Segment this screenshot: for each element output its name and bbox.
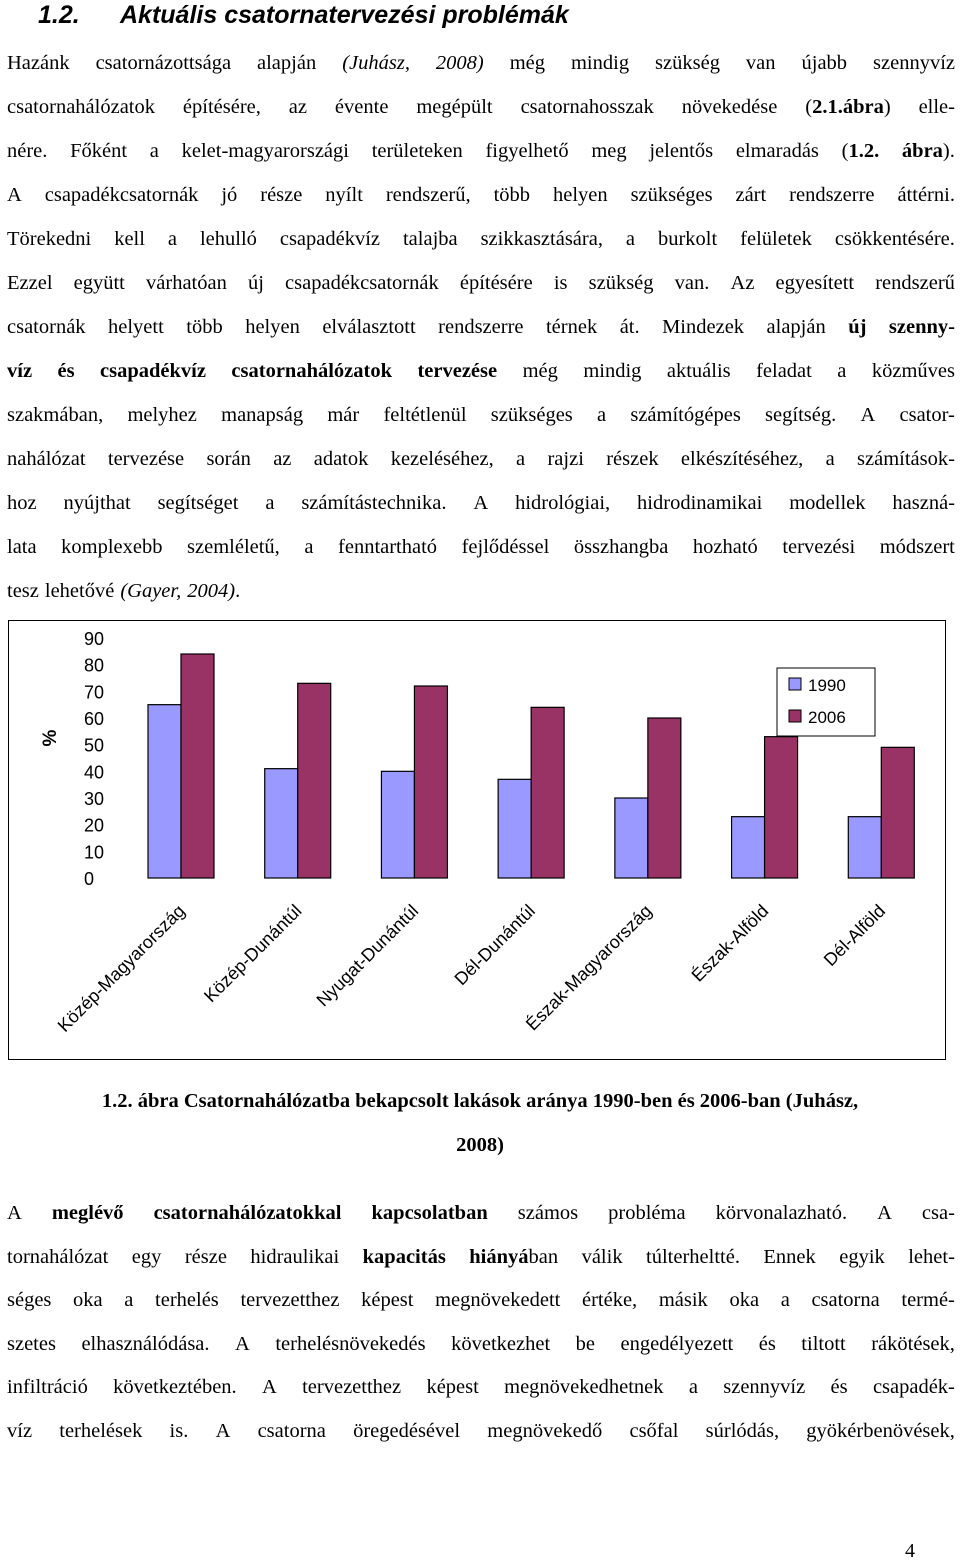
y-tick-label: 0 [84, 869, 95, 889]
word: számítástechnika. [301, 492, 447, 514]
word: nyílt [325, 184, 363, 206]
word: elle- [918, 96, 955, 118]
section-title: Aktuális csatornatervezési problémák [120, 1, 569, 29]
word: évente [334, 96, 389, 118]
word: Ennek [763, 1245, 816, 1268]
figure-caption-line-1: 1.2. ábra Csatornahálózatba bekapcsolt lakások aránya 1990-ben és 2006-ban (Juhász, [101, 1090, 859, 1112]
word: rajzi [547, 448, 584, 470]
word: túlterheltté. [646, 1245, 740, 1268]
word: A [860, 404, 876, 426]
word: egyesített [775, 272, 855, 294]
word: része [184, 1245, 227, 1268]
bar-2006-4 [531, 707, 564, 878]
word: ( [805, 96, 813, 118]
bar-2006-6 [765, 737, 798, 878]
word: szemléletű, [187, 536, 280, 558]
word: a [265, 492, 275, 514]
word: egyik [839, 1245, 885, 1268]
word: területeken [371, 140, 463, 162]
word: engedélyezett [620, 1332, 734, 1355]
word: burkolt [657, 228, 718, 250]
word: szükséges [490, 404, 573, 426]
word: tervezése [107, 448, 185, 470]
x-category-label: Közép-Magyarország [53, 900, 189, 1036]
legend-label-2006: 2006 [808, 708, 846, 727]
word: szükség [655, 52, 720, 74]
word: Főként [70, 140, 128, 162]
word-group [469, 1236, 558, 1280]
text-line [7, 1279, 955, 1323]
x-category-label: Észak-Magyarország [521, 900, 656, 1035]
word: Mindezek [662, 316, 745, 338]
word: csatornahálózatok [7, 96, 155, 118]
word: a [780, 1289, 790, 1311]
word: szennyvíz [723, 1376, 806, 1398]
word: termé- [901, 1289, 955, 1311]
bar-2006-1 [181, 654, 214, 878]
word: a [516, 448, 526, 470]
word: megnövekedett [435, 1289, 561, 1311]
word: be [575, 1332, 596, 1355]
word: szetes [7, 1332, 56, 1355]
legend-label-1990: 1990 [808, 676, 846, 695]
word: kezeléséhez, [390, 448, 494, 470]
bar-1990-2 [265, 769, 298, 878]
word: elmaradás [735, 140, 819, 162]
word: (Gayer, [120, 580, 182, 602]
word: csatornahosszak [520, 96, 654, 118]
word: van [745, 52, 776, 74]
word: tervezetthez [240, 1289, 340, 1311]
word: van. [674, 272, 710, 294]
word: modellek [789, 492, 866, 514]
word: és [758, 1332, 776, 1355]
word: A [877, 1202, 892, 1224]
y-tick-label: 10 [84, 842, 105, 863]
word: hiányá [469, 1245, 529, 1268]
word: tornahálózat [7, 1245, 109, 1268]
bar-1990-1 [148, 705, 181, 878]
word: több [186, 316, 223, 338]
word: még [522, 360, 558, 382]
word: szennyvíz [873, 52, 955, 74]
word: 2008) [435, 52, 484, 74]
word: elkészítéséhez, [680, 448, 804, 470]
word: oka [729, 1289, 760, 1311]
word: Törekedni [7, 228, 92, 250]
word: felületek [740, 228, 812, 250]
word: körvonalazható. [715, 1202, 848, 1224]
word: terhelés [155, 1289, 219, 1311]
x-category-label: Dél-Dunántúl [450, 900, 539, 990]
word: séges [7, 1289, 52, 1311]
word: tervezési [782, 536, 856, 558]
word: lehetővé [44, 580, 115, 602]
word: alapján [766, 316, 826, 338]
text-line [7, 1410, 955, 1454]
word: tesz [7, 580, 39, 602]
word: komplexebb [61, 536, 163, 558]
word: szikkasztására, [480, 228, 603, 250]
word: gyökérbenövések, [806, 1419, 955, 1442]
word: a [625, 228, 636, 250]
word: az [288, 96, 307, 118]
word: csapadék- [872, 1376, 955, 1398]
word: rendszerű, [385, 184, 471, 206]
word: számítógépes [630, 404, 741, 426]
word: terhelésnövekedés [275, 1332, 426, 1355]
word: csapadékvíz [279, 228, 381, 250]
word: csator- [899, 404, 955, 426]
word: aktuális [666, 360, 731, 382]
y-tick-label: 70 [84, 682, 105, 703]
word: építésére, [182, 96, 261, 118]
bar-2006-7 [881, 747, 914, 878]
word: helyen [245, 316, 300, 338]
word: ) [883, 96, 891, 118]
word: oka [73, 1289, 103, 1311]
word: a [149, 140, 159, 162]
y-tick-label: 80 [84, 655, 105, 676]
word: 2.1.ábra [812, 96, 884, 118]
word: új [247, 272, 264, 294]
bar-2006-5 [648, 718, 681, 878]
word: szakmában, [7, 404, 104, 426]
bar-1990-7 [848, 817, 881, 878]
word: szükség [588, 272, 654, 294]
figure-caption-line-2: 2008) [456, 1134, 504, 1156]
word: értéke, [581, 1289, 638, 1311]
bar-2006-3 [414, 686, 447, 878]
word: melyhez [127, 404, 197, 426]
y-axis-label: % [40, 729, 61, 747]
y-tick-label: 30 [84, 789, 105, 809]
word: rendszerű [875, 272, 955, 294]
y-tick-label: 60 [84, 709, 105, 729]
word: öregedésével [353, 1419, 461, 1442]
word: probléma [608, 1202, 686, 1224]
word: adatok [313, 448, 369, 470]
word: is [553, 272, 568, 294]
section-number: 1.2. [38, 1, 80, 29]
word: szenny- [888, 316, 955, 338]
word: hoz [7, 492, 37, 514]
word: rendszerre [438, 316, 524, 338]
word: csapadékcsatornák [44, 184, 199, 206]
word: közműves [871, 360, 955, 382]
word: infiltráció [7, 1376, 88, 1398]
word: csapadékvíz [100, 360, 206, 382]
word: 2004) [187, 580, 236, 602]
word: rákötések, [871, 1332, 955, 1355]
word: A [215, 1419, 231, 1442]
word: következhet [451, 1332, 551, 1355]
word: következtében. [113, 1376, 237, 1398]
word: fejlődéssel [461, 536, 550, 558]
text-line [7, 1323, 955, 1367]
word: a [304, 536, 314, 558]
word: (Juhász, [342, 52, 410, 74]
word: képest [361, 1289, 414, 1311]
word: elhasználódása. [81, 1332, 210, 1355]
word: jó [221, 184, 238, 206]
word: mindig [583, 360, 642, 382]
word: lata [7, 536, 37, 558]
word: ). [942, 140, 955, 162]
word: növekedése [681, 96, 778, 118]
word: több [493, 184, 531, 206]
word: része [260, 184, 303, 206]
word: új [848, 316, 867, 338]
x-category-label: Nyugat-Dunántúl [312, 900, 423, 1011]
word: szükséges [630, 184, 713, 206]
word: és [57, 360, 75, 382]
bar-1990-4 [498, 779, 531, 878]
word: nyújthat [63, 492, 131, 514]
word: figyelhető [485, 140, 569, 162]
word: a [825, 448, 835, 470]
word: ban [528, 1245, 559, 1268]
y-tick-label: 20 [84, 815, 105, 836]
word: még [509, 52, 546, 74]
word: megnövekedhetnek [504, 1376, 664, 1398]
word: nére. [7, 140, 48, 162]
word: tervezetthez [302, 1376, 402, 1398]
word: súrlódás, [705, 1419, 780, 1442]
y-tick-label: 50 [84, 735, 105, 756]
word: feladat [756, 360, 812, 382]
word: A [261, 1376, 277, 1398]
word: ( [841, 140, 849, 162]
word: csatornahálózatokkal [153, 1202, 342, 1224]
word: során [206, 448, 251, 470]
word: hozható [692, 536, 758, 558]
word: a [597, 404, 607, 426]
word: Ezzel [7, 272, 53, 294]
word: egy [131, 1245, 162, 1268]
word: ábra [901, 140, 943, 162]
text-line [7, 1366, 955, 1410]
word: csatornázottsága [95, 52, 232, 74]
word: csőfal [629, 1419, 679, 1442]
word: térnek [545, 316, 598, 338]
word: segítséget [157, 492, 239, 514]
text-line [7, 1236, 955, 1280]
bar-1990-3 [381, 771, 414, 878]
word: módszert [879, 536, 955, 558]
word: tiltott [801, 1332, 846, 1355]
word: kelet-magyarországi [181, 140, 349, 162]
word: számítások- [857, 448, 955, 470]
word: másik [658, 1289, 708, 1311]
word: kapcsolatban [371, 1202, 488, 1224]
word: csatornahálózatok [231, 360, 392, 382]
word: zárt [735, 184, 767, 206]
paragraph-2 [7, 1192, 955, 1453]
word: megépült [416, 96, 493, 118]
word: összhangba [573, 536, 669, 558]
word: hidraulikai [250, 1245, 340, 1268]
word: alapján [257, 52, 317, 74]
word: lehet- [908, 1245, 955, 1268]
word: helyen [552, 184, 608, 206]
bar-2006-2 [298, 683, 331, 878]
word: víz [7, 1419, 33, 1442]
word: 1.2. [848, 140, 880, 162]
word: áttérni. [897, 184, 955, 206]
word: mindig [570, 52, 630, 74]
word: feltétlenül [383, 404, 467, 426]
word: talajba [402, 228, 458, 250]
word: képest [426, 1376, 479, 1398]
word: csapadékcsatornák [285, 272, 439, 294]
word: meg [591, 140, 627, 162]
word: jelentős [649, 140, 714, 162]
word: kapacitás [362, 1245, 446, 1268]
word: A [235, 1332, 250, 1355]
word: helyett [108, 316, 164, 338]
word: Hazánk [7, 52, 70, 74]
word: csökkentésére. [834, 228, 955, 250]
word: elválasztott [322, 316, 416, 338]
x-category-label: Közép-Dunántúl [200, 900, 306, 1007]
word: csa- [921, 1202, 955, 1224]
word: csatorna [257, 1419, 326, 1442]
word: megnövekedő [487, 1419, 603, 1442]
word: válik [581, 1245, 623, 1268]
bar-1990-5 [615, 798, 648, 878]
text-line [7, 1192, 955, 1236]
word: hidrológiai, [515, 492, 611, 514]
word: segítség. [765, 404, 837, 426]
word: újabb [801, 52, 848, 74]
legend-swatch-2006 [789, 710, 801, 722]
word: haszná- [892, 492, 955, 514]
word: és [830, 1376, 848, 1398]
x-category-label: Dél-Alföld [819, 900, 890, 971]
word: a [688, 1376, 698, 1398]
word: együtt [73, 272, 125, 294]
word: A [473, 492, 489, 514]
word: rendszerre [789, 184, 875, 206]
word: az [273, 448, 292, 470]
word: számos [517, 1202, 579, 1224]
word: csatorna [811, 1289, 880, 1311]
word: építésére [459, 272, 533, 294]
legend-swatch-1990 [789, 678, 801, 690]
word: a [124, 1289, 134, 1311]
page-number: 4 [905, 1540, 915, 1562]
word: már [327, 404, 360, 426]
word: is. [169, 1419, 189, 1442]
word: várhatóan [146, 272, 227, 294]
word: Az [730, 272, 755, 294]
word: nahálózat [7, 448, 86, 470]
word: A [7, 1202, 22, 1224]
y-tick-label: 90 [84, 629, 105, 649]
word: hidrodinamikai [637, 492, 763, 514]
word: lehulló [199, 228, 257, 250]
x-category-label: Észak-Alföld [687, 900, 773, 986]
word: fenntartható [338, 536, 438, 558]
bar-1990-6 [732, 817, 765, 878]
word: a [167, 228, 178, 250]
word: tervezése [417, 360, 498, 382]
y-tick-label: 40 [84, 762, 105, 783]
word: a [837, 360, 847, 382]
word: víz [7, 360, 33, 382]
word: manapság [221, 404, 304, 426]
word: részek [606, 448, 659, 470]
word: . [235, 580, 241, 602]
word: A [7, 184, 22, 206]
word: meglévő [51, 1202, 124, 1224]
word: kell [114, 228, 145, 250]
word: csatornák [7, 316, 86, 338]
word: terhelések [59, 1419, 143, 1442]
word: át. [619, 316, 640, 338]
